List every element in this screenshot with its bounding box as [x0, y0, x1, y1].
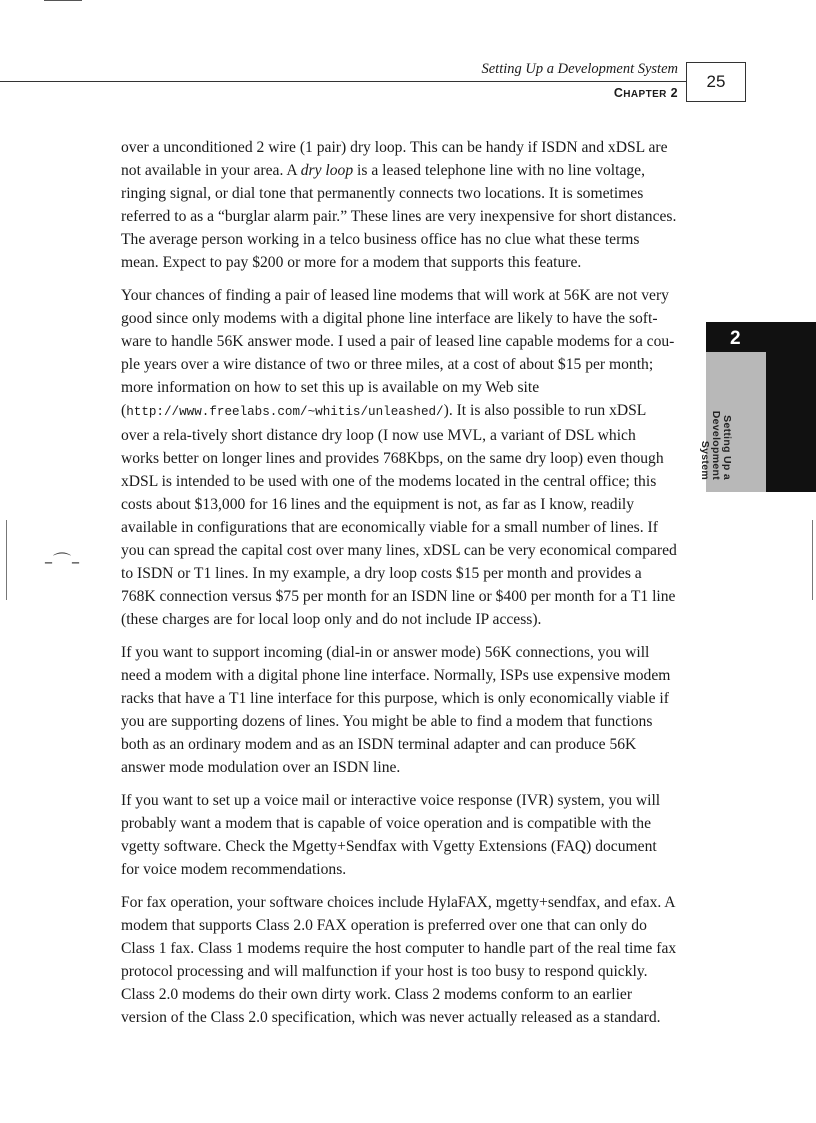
running-header-chapter: [614, 86, 678, 100]
tab-label-line: Setting Up a: [721, 415, 733, 480]
term-dry-loop: dry loop: [300, 162, 354, 179]
header-rule: [0, 81, 686, 82]
paragraph: If you want to set up a voice mail or interactive voice response (IVR) system, you will probably want a modem that is capable of voice operation and is compatible with the vgetty software. Check the Mgetty+Sendfax with Vgetty Extensions (FAQ) document for voice modem recommendations.: [121, 792, 661, 878]
web-site-url: http://www.freelabs.com/~whitis/unleashed/: [126, 405, 444, 419]
page-number: 25: [686, 62, 746, 102]
paragraph: Your chances of finding a pair of leased line modems that will work at 56K are not very good since only modems with a digital phone line interface are likely to have the soft-ware to handle 56K answer mode. I used a pair of leased line capable modems for a cou-ple years over a wire distance of two or three miles, at a cost of about $15 per month; more information on how to set this up is available on my Web site (http://www.freelabs.com/~whitis/unleashed/). It is also possible to run xDSL over a rela-tively short distance dry loop (I now use MVL, a variant of DSL which works better on longer lines and provides 768Kbps, on the same dry loop) even though xDSL is intended to be used with one of the modems located in the central office; this costs about $13,000 for 16 lines and the equipment is not, as far as I know, readily available in configurations that are economically viable for a small number of lines. If you can spread the capital cost over many lines, xDSL can be very economical compared to ISDN or T1 lines. In my example, a dry loop costs $15 per month and provides a 768K connection versus $75 per month for an ISDN line or $400 per month for a T1 line (these charges are for local loop only and do not include IP access).: [121, 287, 677, 628]
margin-rule-right: [812, 520, 813, 600]
margin-rule-left: [6, 520, 7, 600]
tab-chapter-number: 2: [730, 328, 741, 349]
crop-mark-top: [44, 0, 82, 1]
paragraph: For fax operation, your software choices include HylaFAX, mgetty+sendfax, and efax. A modem that supports Class 2.0 FAX operation is preferred over one that can only do Class 1 fax. Class 1 modems require the host computer to handle part of the real time fax protocol processing and will malfunction if your host is too busy to respond quickly. Class 2.0 modems do their own dirty work. Class 2 modems conform to an earlier version of the Class 2.0 specification, which was never actually released as a standard.: [121, 894, 677, 1026]
chapter-number: 2: [670, 86, 678, 100]
body-text: [121, 136, 677, 1039]
registration-mark-icon: –⌒–: [44, 552, 80, 573]
paragraph: over a unconditioned 2 wire (1 pair) dry loop. This can be handy if ISDN and xDSL are not available in your area. A dry loop is a leased telephone line with no line voltage, ringing signal, or dial tone that permanently connects two locations. It is sometimes referred to as a “burglar alarm pair.” These lines are very inexpensive for short distances. The average person working in a telco business office has no clue what these terms mean. Expect to pay $200 or more for a modem that supports this feature.: [121, 139, 677, 271]
tab-label-line: System: [699, 440, 711, 480]
chapter-label-initial: C: [613, 86, 624, 100]
running-header-title: Setting Up a Development System: [481, 61, 678, 77]
tab-label-line: Development: [710, 410, 722, 480]
paragraph: If you want to support incoming (dial-in or answer mode) 56K connections, you will need a modem with a digital phone line interface. Normally, ISPs use expensive modem racks that have a T1 line interface for this purpose, which is only economically viable if you are supporting dozens of lines. You might be able to find a modem that functions both as an ordinary modem and as an ISDN terminal adapter and can produce 56K answer mode modulation over an ISDN line.: [121, 644, 671, 776]
chapter-thumb-tab: [699, 322, 816, 492]
chapter-label-rest: HAPTER: [623, 89, 667, 100]
